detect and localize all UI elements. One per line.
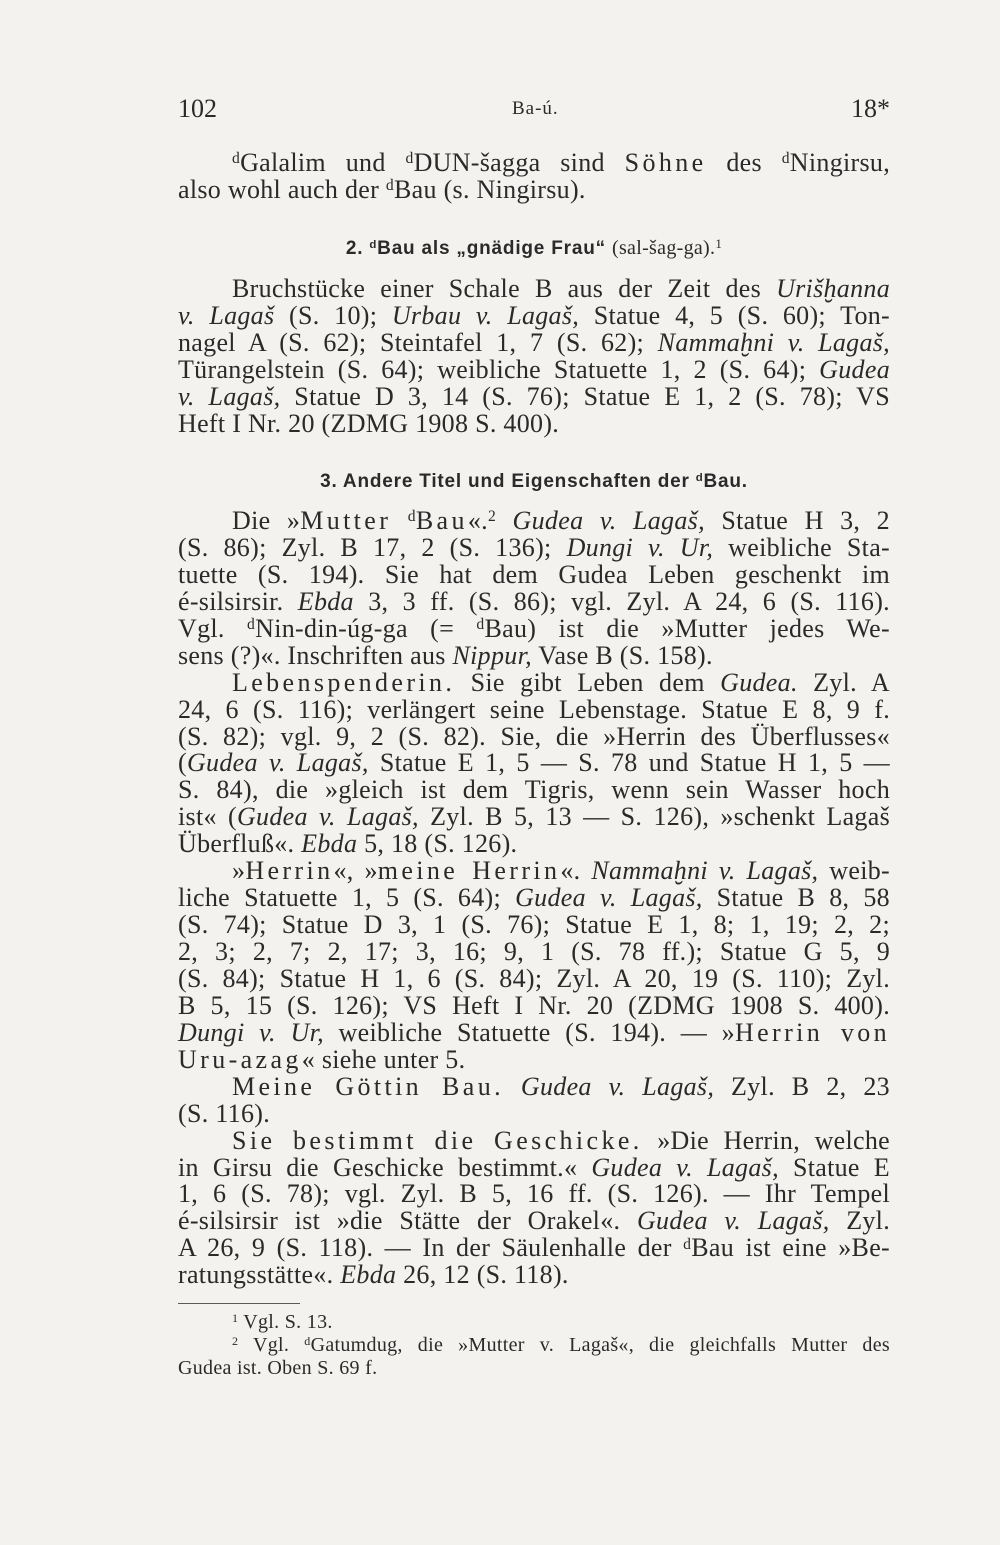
- italic-text: Ebda: [297, 586, 354, 616]
- text-run: (S. 82); vgl. 9, 2 (S. 82). Sie, die »Herrin des Überflusses«: [178, 721, 890, 751]
- text-run: (S. 86); Zyl. B 17, 2 (S. 136);: [178, 532, 567, 562]
- superscript: 2: [232, 1334, 239, 1348]
- text-run: Statue H 3, 2: [704, 506, 890, 535]
- text-line: [178, 300, 891, 330]
- text-run: Die »: [232, 506, 301, 535]
- italic-text: Gudea v. Lagaš,: [236, 802, 419, 832]
- text-line: [178, 667, 890, 697]
- italic-text: Gudea v. Lagaš,: [636, 1206, 830, 1236]
- text-run: (: [178, 748, 187, 778]
- text-run: also wohl auch der: [178, 174, 386, 204]
- paragraph: [178, 508, 890, 670]
- text-line: [178, 532, 890, 562]
- text-line: [178, 694, 890, 724]
- text-run: A 26, 9 (S. 118). — In der Säulenhalle der: [178, 1233, 684, 1263]
- text-run: (S. 84); Statue H 1, 6 (S. 84); Zyl. A 20, 19 (S. 110); Zyl.: [178, 963, 890, 993]
- text-run: é-silsirsir.: [178, 586, 298, 616]
- page-number: 102: [178, 94, 217, 123]
- footnote: [178, 1311, 890, 1334]
- text-line: [178, 939, 890, 966]
- text-run: 2, 3; 2, 7; 2, 17; 3, 16; 9, 1 (S. 78 ff.); Statue G 5, 9: [178, 937, 890, 966]
- spaced-text: Bau: [415, 506, 468, 535]
- superscript: 2: [487, 508, 497, 526]
- paragraph: [178, 1125, 890, 1290]
- text-run: [391, 506, 407, 535]
- text-line: [178, 912, 890, 939]
- text-run: Sie gibt Leben dem: [455, 667, 721, 697]
- text-run: 2.: [345, 238, 370, 259]
- text-run: Bau (s. Ningirsu).: [393, 174, 586, 204]
- text-line: [178, 327, 890, 357]
- text-line: [178, 408, 890, 438]
- text-run: Zyl. B 2, 23: [714, 1071, 890, 1101]
- text-line: [178, 858, 890, 885]
- section-heading: [178, 470, 890, 494]
- text-line: [178, 1334, 890, 1357]
- text-line: [178, 1125, 890, 1155]
- spaced-text: Sie bestimmt die Geschicke.: [232, 1125, 643, 1155]
- text-line: [178, 586, 890, 616]
- text-run: «.: [560, 856, 592, 886]
- text-run: B 5, 15 (S. 126); VS Heft I Nr. 20 (ZDMG 1908 S. 400).: [178, 990, 890, 1020]
- italic-text: v. Lagaš: [178, 300, 275, 330]
- italic-text: Nammaḫni v. Lagaš,: [591, 856, 819, 886]
- superscript: d: [476, 615, 485, 633]
- text-run: Statue E: [778, 1152, 890, 1182]
- text-run: [504, 1072, 521, 1101]
- text-run: Nin-din-úg-ga (=: [255, 613, 477, 643]
- text-run: Ningirsu,: [789, 148, 890, 177]
- text-line: [178, 150, 890, 177]
- text-run: weibliche Sta-: [713, 532, 890, 562]
- text-line: [178, 885, 890, 912]
- text-run: Bau) ist die »Mutter jedes We-: [484, 613, 890, 643]
- italic-text: Urbau v. Lagaš,: [391, 300, 580, 330]
- spaced-text: Herrin: [245, 856, 334, 886]
- section-heading: [178, 236, 890, 261]
- roman-text: (sal-šag-ga).: [612, 237, 716, 259]
- superscript: d: [232, 150, 241, 168]
- text-run: »: [232, 856, 246, 886]
- spaced-text: Herrin von: [734, 1017, 890, 1047]
- text-line: [178, 1098, 890, 1128]
- text-line: [178, 354, 890, 384]
- italic-text: Gudea v. Lagaš,: [186, 748, 369, 778]
- superscript: d: [304, 1334, 311, 1348]
- text-line: [178, 750, 890, 777]
- text-line: [178, 559, 890, 589]
- running-title: Ba-ú.: [512, 98, 559, 119]
- text-run: Zyl. A: [797, 667, 890, 697]
- text-run: Gudea ist. Oben S. 69 f.: [178, 1357, 378, 1379]
- text-run: des: [706, 148, 782, 177]
- superscript: d: [405, 150, 414, 168]
- footnotes: [178, 1311, 890, 1380]
- text-run: Vase B (S. 158).: [531, 640, 713, 670]
- paragraph: [178, 150, 890, 204]
- spaced-text: meine Herrin: [377, 856, 561, 886]
- footnote: [178, 1334, 890, 1380]
- text-line: [178, 276, 890, 303]
- text-run: Vgl.: [178, 613, 248, 643]
- superscript: d: [695, 472, 704, 485]
- spaced-text: Uru-azag: [178, 1044, 302, 1074]
- italic-text: Ebda: [340, 1260, 397, 1290]
- paragraph: [178, 1071, 890, 1128]
- superscript: d: [781, 150, 790, 168]
- text-run: »Die Herrin, welche: [642, 1125, 890, 1155]
- text-run: Galalim und: [240, 148, 406, 177]
- text-line: [178, 470, 890, 494]
- text-run: (S. 116).: [178, 1098, 271, 1128]
- text-line: [178, 1181, 890, 1208]
- text-run: Zyl.: [829, 1206, 890, 1236]
- italic-text: Gudea v. Lagaš,: [512, 506, 705, 535]
- text-run: DUN-šagga sind: [413, 148, 625, 177]
- text-run: « siehe unter 5.: [301, 1044, 466, 1074]
- spaced-text: Lebenspenderin.: [232, 667, 456, 697]
- text-run: Bau.: [703, 471, 748, 492]
- superscript: d: [247, 615, 256, 633]
- text-line: [178, 381, 891, 411]
- text-run: Gatumdug, die »Mutter v. Lagaš«, die gleichfalls Mutter des: [310, 1334, 890, 1356]
- text-run: Türangelstein (S. 64); weibliche Statuette 1, 2 (S. 64);: [178, 354, 820, 384]
- text-run: 26, 12 (S. 118).: [396, 1260, 569, 1290]
- italic-text: Ebda: [301, 829, 358, 859]
- spaced-text: Meine Göttin Bau.: [232, 1071, 504, 1101]
- text-line: [178, 1208, 890, 1235]
- text-line: [178, 831, 890, 858]
- text-run: Heft I Nr. 20 (ZDMG 1908 S. 400).: [178, 408, 560, 438]
- superscript: d: [385, 177, 394, 195]
- superscript: 1: [715, 235, 723, 251]
- text-line: [178, 990, 890, 1020]
- italic-text: Dungi v. Ur,: [566, 532, 714, 562]
- text-run: «.: [467, 506, 488, 535]
- italic-text: Gudea v. Lagaš,: [515, 883, 703, 913]
- text-line: [178, 236, 890, 261]
- text-line: [178, 613, 890, 643]
- text-run: 24, 6 (S. 116); verlängert seine Lebenstage. Statue E 8, 9 f.: [178, 694, 890, 724]
- text-run: ratungsstätte«.: [178, 1260, 341, 1290]
- text-run: liche Statuette 1, 5 (S. 64);: [178, 883, 516, 913]
- superscript: d: [683, 1235, 692, 1253]
- text-run: «, »: [333, 856, 378, 886]
- italic-text: Urišḫanna: [776, 274, 890, 303]
- italic-text: Gudea v. Lagaš,: [520, 1071, 715, 1101]
- superscript: 1: [232, 1311, 239, 1325]
- text-run: 3, 3 ff. (S. 86); vgl. Zyl. A 24, 6 (S. 116).: [353, 586, 890, 616]
- italic-text: Gudea.: [720, 667, 798, 697]
- spaced-text: Mutter: [300, 506, 392, 535]
- text-line: [178, 1235, 890, 1262]
- text-line: [178, 777, 890, 804]
- footnote-rule: [178, 1303, 300, 1304]
- text-run: Vgl. S. 13.: [238, 1311, 333, 1333]
- text-run: [496, 506, 512, 535]
- text-line: [178, 174, 890, 204]
- text-line: [178, 1262, 890, 1289]
- text-line: [178, 640, 890, 670]
- superscript: d: [369, 239, 378, 252]
- text-run: (S. 10);: [274, 300, 392, 330]
- signature-mark: 18*: [851, 94, 890, 123]
- text-run: S. 84), die »gleich ist dem Tigris, wenn sein Wasser hoch: [178, 775, 890, 805]
- italic-text: Nippur,: [452, 640, 532, 670]
- text-line: [178, 1017, 890, 1047]
- paragraph: [178, 276, 890, 438]
- text-run: (S. 74); Statue D 3, 1 (S. 76); Statue E 1, 8; 1, 19; 2, 2;: [178, 910, 890, 940]
- italic-text: Gudea v. Lagaš,: [591, 1152, 779, 1182]
- text-run: Statue E 1, 5 — S. 78 und Statue H 1, 5 —: [368, 748, 890, 778]
- text-line: [178, 1311, 890, 1334]
- text-run: Bau ist eine »Be-: [691, 1233, 890, 1263]
- text-run: nagel A (S. 62); Steintafel 1, 7 (S. 62);: [178, 327, 658, 357]
- italic-text: Dungi v. Ur,: [178, 1017, 324, 1047]
- superscript: d: [407, 508, 416, 526]
- text-run: Statue D 3, 14 (S. 76); Statue E 1, 2 (S. 78); VS: [280, 381, 891, 411]
- text-run: Vgl.: [238, 1334, 305, 1356]
- text-run: weib-: [818, 856, 890, 886]
- text-run: tuette (S. 194). Sie hat dem Gudea Leben geschenkt im: [178, 559, 890, 589]
- text-run: Statue 4, 5 (S. 60); Ton-: [579, 300, 891, 330]
- text-line: [178, 804, 890, 831]
- text-line: [178, 721, 890, 751]
- text-run: é-silsirsir ist »die Stätte der Orakel«.: [178, 1206, 637, 1236]
- text-line: [178, 1357, 890, 1380]
- text-run: Überfluß«.: [178, 829, 302, 859]
- text-run: Zyl. B 5, 13 — S. 126), »schenkt Lagaš: [418, 802, 890, 832]
- text-run: ist« (: [178, 802, 237, 832]
- section-body: [178, 508, 890, 1289]
- text-line: [178, 1152, 890, 1182]
- text-line: [178, 963, 890, 993]
- text-run: in Girsu die Geschicke bestimmt.«: [178, 1152, 592, 1182]
- text-run: weibliche Statuette (S. 194). — »: [323, 1017, 735, 1047]
- text-line: [178, 508, 890, 535]
- italic-text: v. Lagaš,: [178, 381, 281, 411]
- italic-text: Nammaḫni v. Lagaš,: [657, 327, 890, 357]
- paragraph: [178, 667, 890, 859]
- text-run: 1, 6 (S. 78); vgl. Zyl. B 5, 16 ff. (S. 126). — Ihr Tempel: [178, 1179, 890, 1209]
- spaced-text: Söhne: [624, 148, 707, 177]
- text-run: Statue B 8, 58: [702, 883, 890, 913]
- text-run: sens (?)«. Inschriften aus: [178, 640, 453, 670]
- text-run: 5, 18 (S. 126).: [357, 829, 518, 859]
- text-line: [178, 1044, 890, 1074]
- text-run: 3. Andere Titel und Eigenschaften der: [320, 471, 696, 492]
- paragraph: [178, 858, 890, 1074]
- text-run: Bruchstücke einer Schale B aus der Zeit des: [232, 274, 777, 303]
- italic-text: Gudea: [819, 354, 890, 384]
- text-run: Bau als „gnädige Frau“: [377, 238, 613, 259]
- text-line: [178, 1071, 890, 1101]
